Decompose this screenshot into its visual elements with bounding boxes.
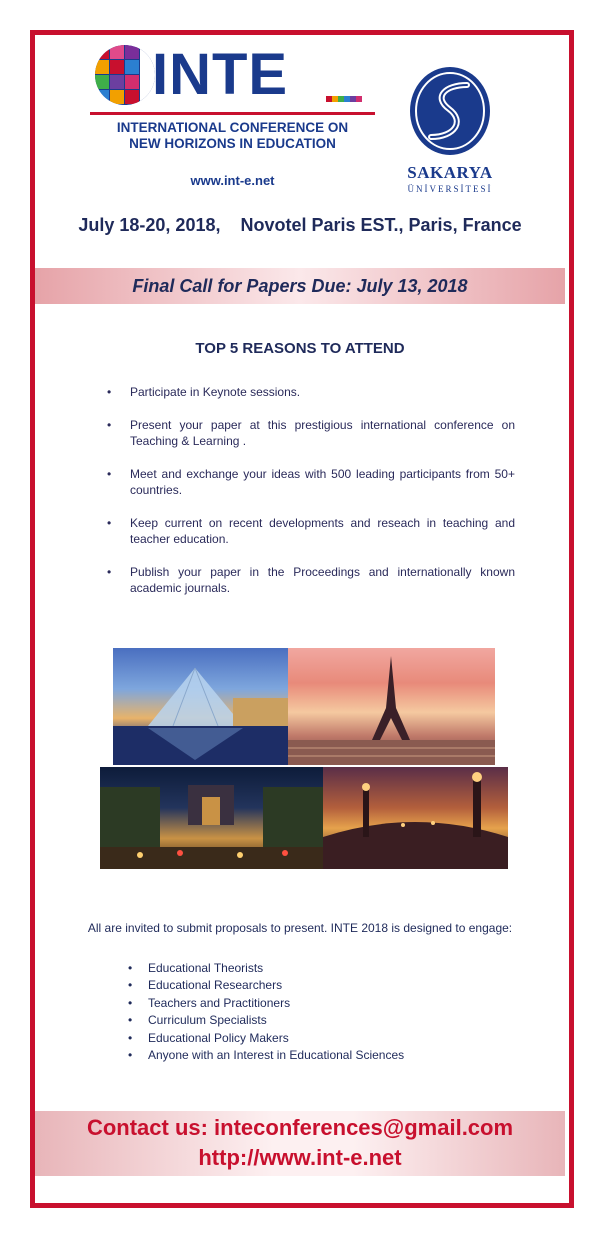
eiffel-tower-photo [288,648,495,765]
sakarya-emblem-icon [405,63,495,161]
pont-alexandre-photo [323,767,508,869]
audience-list [128,960,404,1064]
inte-divider [90,112,375,115]
louvre-pyramid-icon [113,648,288,765]
list-item: • Meet and exchange your ideas with 500 leading participants from 50+ countries. [105,466,515,498]
list-item: • Anyone with an Interest in Educational Sciences [128,1047,404,1064]
list-item: • Curriculum Specialists [128,1012,404,1029]
list-item: • Teachers and Practitioners [128,995,404,1012]
reasons-list [105,384,515,613]
call-for-papers-text: Final Call for Papers Due: July 13, 2018 [132,275,468,296]
bridge-icon [323,767,508,869]
reasons-heading: TOP 5 REASONS TO ATTEND [195,340,405,357]
inte-color-strip-icon [326,96,362,102]
list-item: • Present your paper at this prestigious international conference on Teaching & Learning . [105,417,515,449]
list-item: • Publish your paper in the Proceedings and internationally known academic journals. [105,564,515,596]
arc-de-triomphe-icon [100,767,323,869]
contact-email-link[interactable]: Contact us: inteconferences@gmail.com [86,1115,514,1140]
inte-wordmark: INTE [152,42,289,107]
list-item: • Educational Theorists [128,960,404,977]
sakarya-name: SAKARYA [407,163,493,182]
arc-de-triomphe-photo [100,767,323,869]
sakarya-university-label: ÜNİVERSİTESİ [407,184,493,194]
inte-subtitle [90,120,375,152]
list-item: • Keep current on recent developments and reseach in teaching and teacher education. [105,515,515,547]
louvre-photo [113,648,288,765]
call-for-papers-banner [35,268,565,304]
inte-globe-icon [90,40,160,110]
list-item: • Participate in Keynote sessions. [105,384,515,400]
contact-website-link[interactable]: http://www.int-e.net [198,1145,402,1170]
sakarya-logo [405,63,495,203]
list-item: • Educational Researchers [128,977,404,994]
inte-url[interactable]: www.int-e.net [190,173,275,188]
eiffel-tower-icon [288,648,495,765]
inte-subtitle-line2: NEW HORIZONS IN EDUCATION [129,136,336,151]
contact-banner [35,1111,565,1176]
inte-logo [90,40,375,190]
event-dateline: July 18-20, 2018, Novotel Paris EST., Paris, France [78,215,522,235]
invite-text: All are invited to submit proposals to present. INTE 2018 is designed to engage: [87,921,513,935]
inte-subtitle-line1: INTERNATIONAL CONFERENCE ON [116,120,349,135]
list-item: • Educational Policy Makers [128,1030,404,1047]
